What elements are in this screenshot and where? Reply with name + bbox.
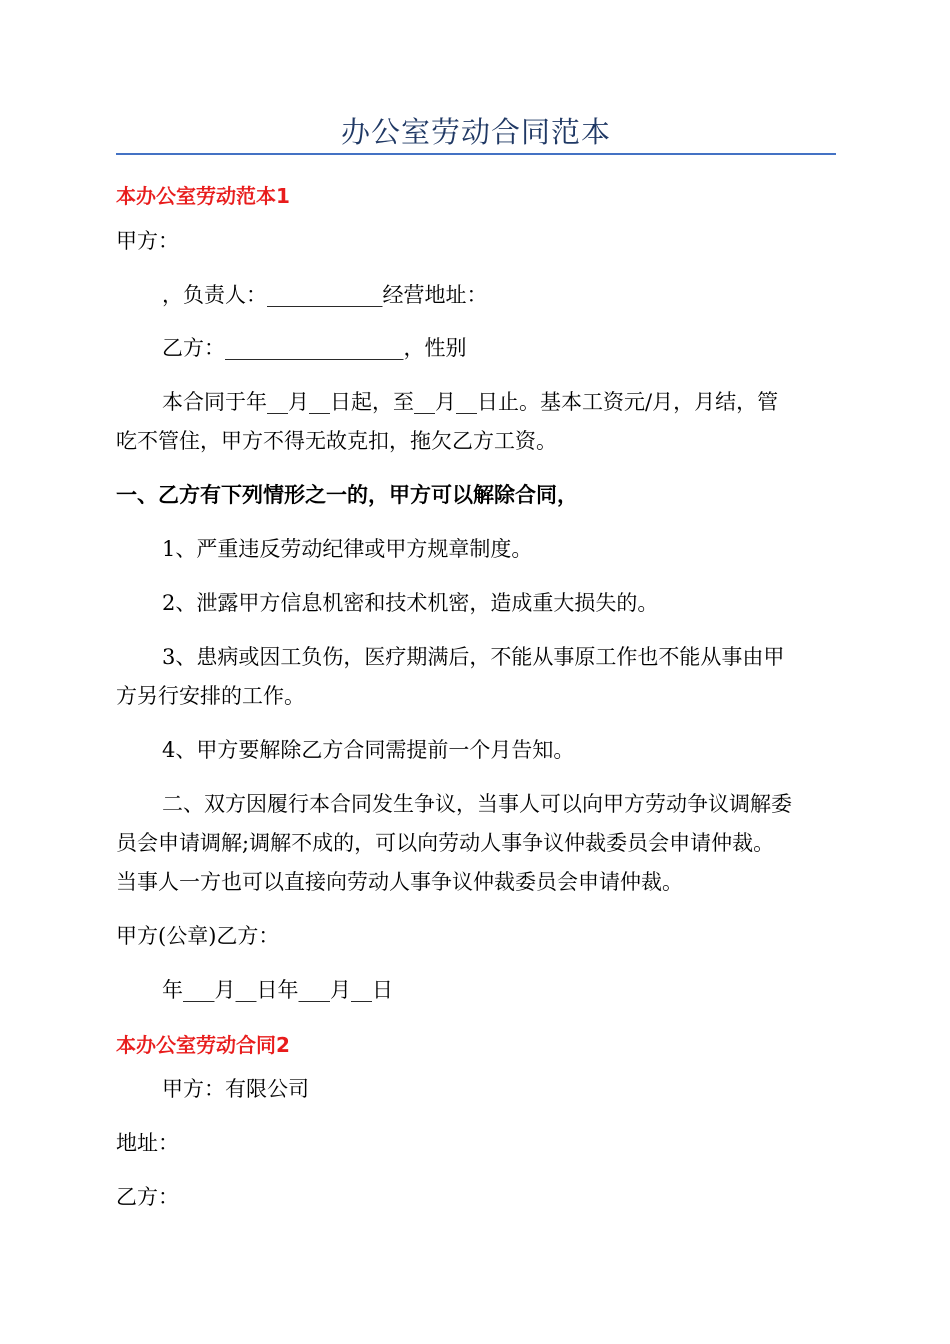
signature-line: 甲方(公章)乙方： (116, 924, 280, 948)
section1-party-b-line: 乙方：_________________，性别 (162, 336, 467, 360)
section1-heading: 本办公室劳动范本1 (116, 184, 290, 208)
clause1-item2: 2、泄露甲方信息机密和技术机密，造成重大损失的。 (162, 591, 659, 615)
clause2-line2: 员会申请调解;调解不成的，可以向劳动人事争议仲裁委员会申请仲裁。 (116, 831, 775, 855)
clause1-item4: 4、甲方要解除乙方合同需提前一个月告知。 (162, 738, 575, 762)
title-underline (116, 153, 836, 155)
date-line: 年___月__日年___月__日 (162, 978, 393, 1002)
clause1-item3-line2: 方另行安排的工作。 (116, 684, 305, 708)
document-title: 办公室劳动合同范本 (340, 115, 611, 149)
section1-term-line2: 吃不管住，甲方不得无故克扣，拖欠乙方工资。 (116, 429, 557, 453)
clause1-item3-line1: 3、患病或因工负伤，医疗期满后，不能从事原工作也不能从事由甲 (162, 645, 785, 669)
section1-party-a: 甲方： (116, 229, 179, 253)
section1-leader-line: ，负责人：___________经营地址： (162, 283, 488, 307)
section2-address: 地址： (116, 1131, 179, 1155)
section2-party-b: 乙方： (116, 1185, 179, 1209)
clause2-line1: 二、双方因履行本合同发生争议，当事人可以向甲方劳动争议调解委 (162, 792, 792, 816)
section1-term-line1: 本合同于年__月__日起，至__月__日止。基本工资元/月，月结，管 (162, 390, 779, 414)
section2-heading: 本办公室劳动合同2 (116, 1033, 290, 1057)
clause1-heading: 一、乙方有下列情形之一的，甲方可以解除合同， (116, 482, 578, 507)
document-page (116, 0, 836, 1344)
section2-party-a: 甲方：有限公司 (162, 1077, 309, 1101)
clause2-line3: 当事人一方也可以直接向劳动人事争议仲裁委员会申请仲裁。 (116, 870, 683, 894)
clause1-item1: 1、严重违反劳动纪律或甲方规章制度。 (162, 537, 533, 561)
